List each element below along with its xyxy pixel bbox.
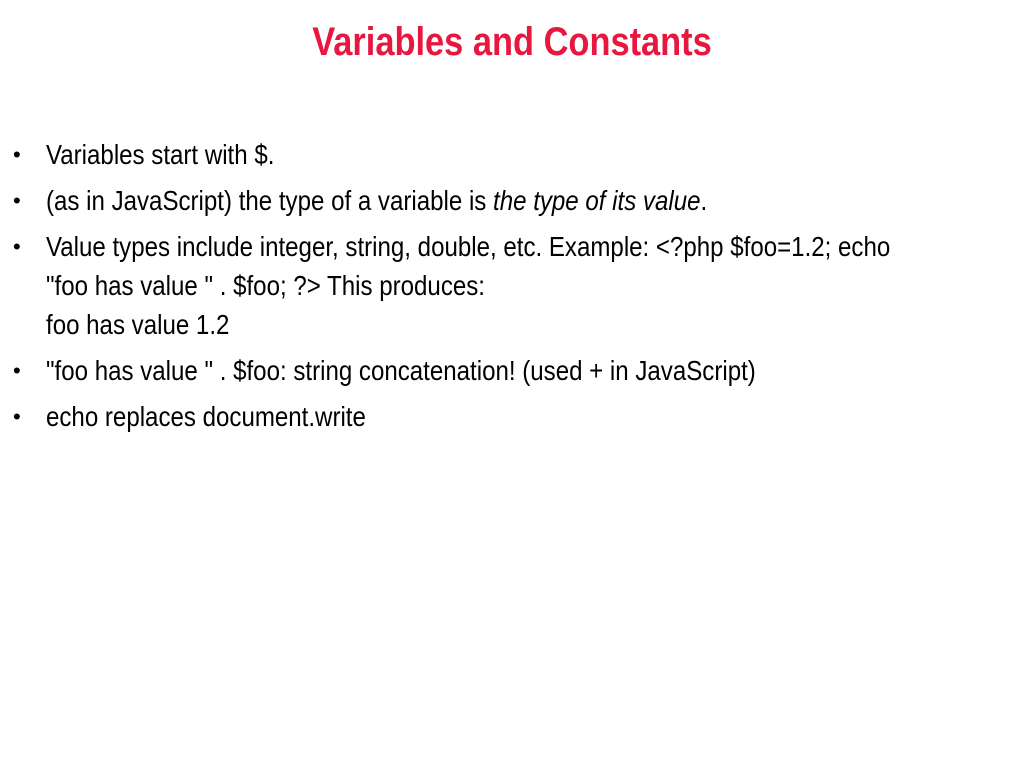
bullet-item [0,351,1000,390]
bullet-text-plain: (as in JavaScript) the type of a variable is [46,185,494,216]
bullet-icon: • [13,358,21,383]
bullet-icon: • [13,142,21,167]
bullet-icon: • [13,404,21,429]
bullet-text: echo replaces document.write [46,401,366,432]
bullet-text-line: foo has value 1.2 [46,309,230,340]
bullet-text-italic: the type of its value [493,185,701,216]
bullet-text-line: Value types include integer, string, double, etc. Example: <?php $foo=1.2; echo [46,231,891,262]
slide-title: Variables and Constants [312,20,712,64]
bullet-text [46,181,866,220]
bullet-text: Variables start with $. [46,139,275,170]
bullet-icon: • [13,234,21,259]
bullet-item [0,181,1000,220]
bullet-item [0,135,1000,174]
bullet-item [0,397,1000,436]
bullet-text-plain: . [700,185,708,216]
bullet-text-line: "foo has value " . $foo; ?> This produces: [46,270,485,301]
bullet-text: "foo has value " . $foo: string concatenation! (used + in JavaScript) [46,355,756,386]
bullet-icon: • [13,188,21,213]
bullet-item [0,227,1000,344]
bullet-list [0,135,1000,443]
